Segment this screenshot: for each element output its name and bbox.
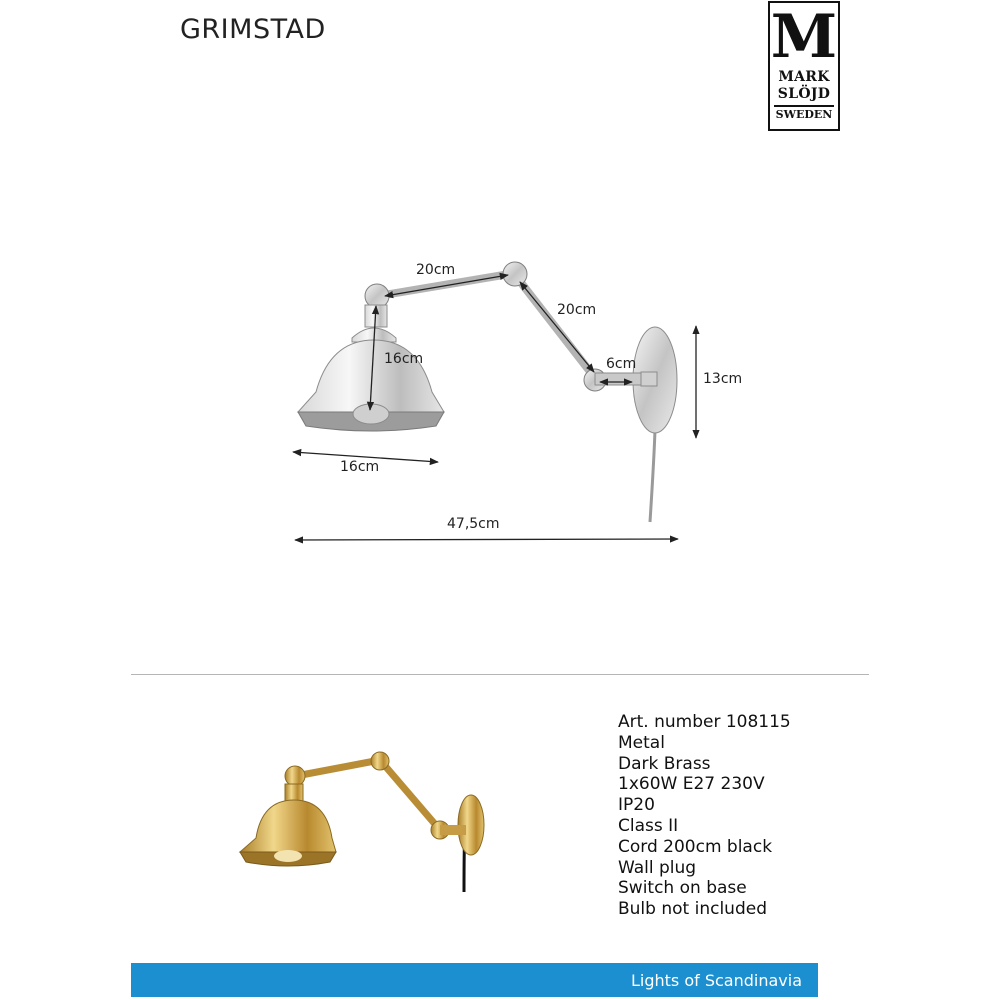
spec-item: Switch on base bbox=[618, 878, 747, 899]
spec-item: Cord 200cm black bbox=[618, 836, 773, 857]
dim-joint-offset: 6cm bbox=[606, 356, 637, 372]
logo-line-2: SLÖJD bbox=[777, 86, 831, 102]
spec-item: 1x60W E27 230V bbox=[618, 774, 765, 795]
spec-item: Metal bbox=[618, 732, 665, 753]
spec-item: Class II bbox=[618, 815, 679, 836]
dim-arm-upper: 20cm bbox=[416, 262, 456, 278]
spec-list bbox=[618, 712, 791, 920]
spec-item: Bulb not included bbox=[618, 899, 767, 920]
spec-item: Wall plug bbox=[618, 857, 697, 878]
divider bbox=[131, 674, 869, 675]
product-title: GRIMSTAD bbox=[180, 14, 326, 45]
footer-tagline: Lights of Scandinavia bbox=[630, 971, 802, 990]
logo-letter: M bbox=[770, 2, 838, 72]
logo-line-3: SWEDEN bbox=[774, 105, 834, 122]
dim-arm-lower: 20cm bbox=[557, 302, 597, 318]
spec-item: Dark Brass bbox=[618, 753, 711, 774]
dim-backplate-height: 13cm bbox=[703, 371, 743, 387]
chrome-lamp-drawing bbox=[298, 262, 677, 522]
spec-item: Art. number 108115 bbox=[618, 712, 791, 732]
dim-shade-height: 16cm bbox=[384, 351, 424, 367]
spec-item: IP20 bbox=[618, 795, 655, 816]
logo-line-1: MARK bbox=[778, 69, 830, 85]
dim-total-length: 47,5cm bbox=[447, 516, 500, 532]
footer-bar bbox=[131, 963, 818, 997]
dim-shade-width: 16cm bbox=[340, 459, 380, 475]
brass-lamp-photo bbox=[240, 752, 484, 892]
